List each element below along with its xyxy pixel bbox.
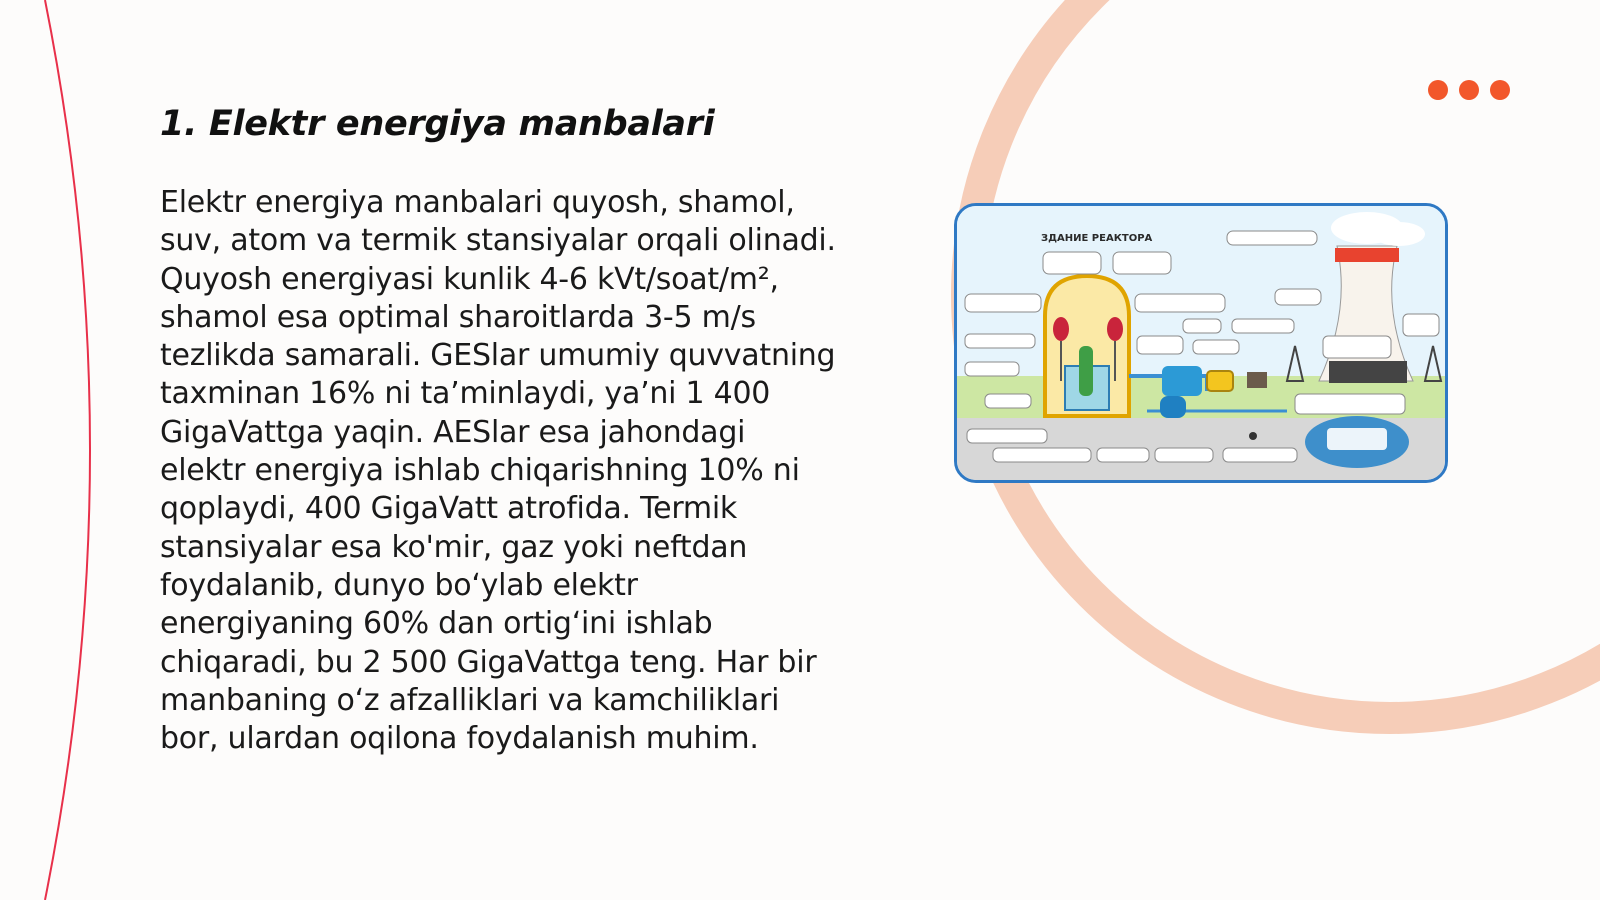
body-line: qoplaydi, 400 GigaVatt atrofida. Termik	[160, 491, 738, 527]
body-line: shamol esa optimal sharoitlarda 3-5 m/s	[160, 299, 756, 335]
body-line: Elektr energiya manbalari quyosh, shamol,	[160, 185, 795, 220]
left-curve-line	[45, 0, 90, 900]
diagram-heading: ЗДАНИЕ РЕАКТОРА	[1041, 233, 1153, 244]
body-line: energiyaning 60% dan ortig‘ini ishlab	[160, 606, 713, 642]
dot-3	[1490, 80, 1510, 100]
body-line: manbaning oʻz afzalliklari va kamchiliklari	[160, 682, 780, 718]
body-line: foydalanib, dunyo bo‘ylab elektr	[160, 567, 638, 603]
body-line: taxminan 16% ni taʼminlaydi, yaʼni 1 400	[160, 376, 771, 412]
body-paragraph	[160, 184, 860, 758]
more-dots-icon	[1428, 80, 1510, 100]
body-line: Quyosh energiyasi kunlik 4-6 kVt/soat/m²,	[160, 261, 779, 297]
diagram-illustration	[957, 206, 1445, 480]
body-line: GigaVattga yaqin. AESlar esa jahondagi	[160, 414, 746, 450]
body-line: suv, atom va termik stansiyalar orqali olinadi.	[160, 223, 836, 259]
dot-2	[1459, 80, 1479, 100]
body-line: chiqaradi, bu 2 500 GigaVattga teng. Har bir	[160, 644, 817, 680]
dot-1	[1428, 80, 1448, 100]
body-line: tezlikda samarali. GESlar umumiy quvvatning	[160, 338, 836, 374]
body-line: elektr energiya ishlab chiqarishning 10% ni	[160, 453, 800, 489]
body-line: bor, ulardan oqilona foydalanish muhim.	[160, 721, 759, 757]
slide-title: 1. Elektr energiya manbalari	[160, 104, 715, 144]
body-line: stansiyalar esa ko'mir, gaz yoki neftdan	[160, 529, 748, 565]
nuclear-plant-diagram	[954, 203, 1448, 483]
